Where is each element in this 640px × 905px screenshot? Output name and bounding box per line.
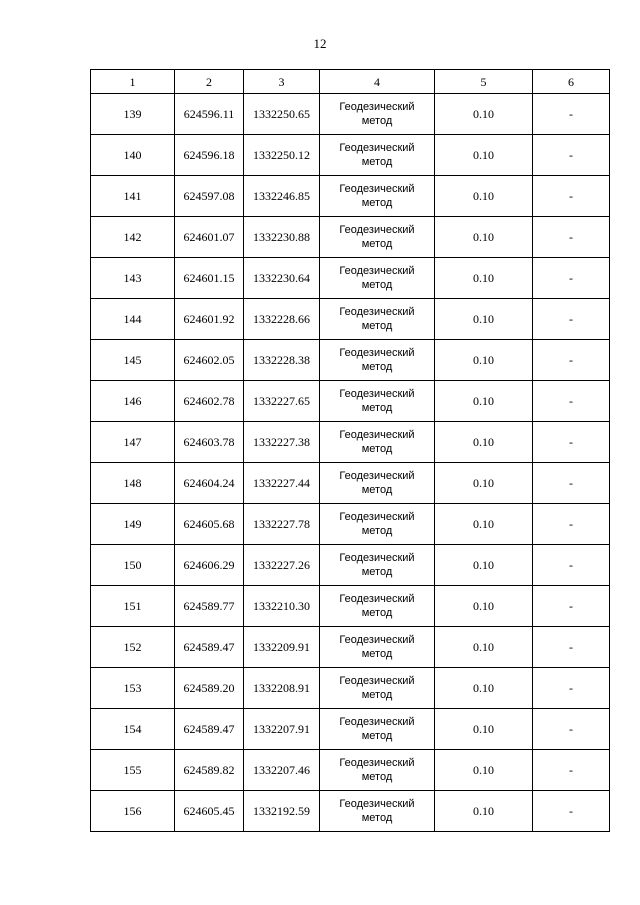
- point-number-cell: 149: [91, 504, 175, 545]
- method-cell: [320, 504, 435, 545]
- y-coordinate-cell: 1332207.46: [244, 750, 320, 791]
- method-cell: [320, 709, 435, 750]
- note-cell: -: [533, 340, 610, 381]
- point-number-cell: 144: [91, 299, 175, 340]
- point-number-cell: 148: [91, 463, 175, 504]
- y-coordinate-cell: 1332209.91: [244, 627, 320, 668]
- header-cell-1: 1: [91, 70, 175, 94]
- method-cell: [320, 217, 435, 258]
- method-cell: [320, 791, 435, 832]
- table-row: [91, 135, 610, 176]
- y-coordinate-cell: 1332227.65: [244, 381, 320, 422]
- header-cell-6: 6: [533, 70, 610, 94]
- accuracy-cell: 0.10: [435, 381, 533, 422]
- method-line-2: метод: [361, 812, 393, 824]
- x-coordinate-cell: 624601.07: [175, 217, 244, 258]
- method-cell: [320, 586, 435, 627]
- table-header-row: [91, 70, 610, 94]
- method-cell: [320, 299, 435, 340]
- accuracy-cell: 0.10: [435, 135, 533, 176]
- method-line-1: Геодезический: [339, 306, 415, 318]
- method-line-1: Геодезический: [339, 634, 415, 646]
- accuracy-cell: 0.10: [435, 463, 533, 504]
- method-cell: [320, 340, 435, 381]
- table-row: [91, 668, 610, 709]
- accuracy-cell: 0.10: [435, 627, 533, 668]
- method-cell: [320, 258, 435, 299]
- header-cell-5: 5: [435, 70, 533, 94]
- x-coordinate-cell: 624605.45: [175, 791, 244, 832]
- accuracy-cell: 0.10: [435, 791, 533, 832]
- method-line-2: метод: [361, 238, 393, 250]
- x-coordinate-cell: 624589.82: [175, 750, 244, 791]
- y-coordinate-cell: 1332246.85: [244, 176, 320, 217]
- method-cell: [320, 94, 435, 135]
- method-line-2: метод: [361, 607, 393, 619]
- header-cell-3: 3: [244, 70, 320, 94]
- header-cell-2: 2: [175, 70, 244, 94]
- method-line-1: Геодезический: [339, 470, 415, 482]
- point-number-cell: 147: [91, 422, 175, 463]
- table-row: [91, 340, 610, 381]
- table-row: [91, 176, 610, 217]
- point-number-cell: 139: [91, 94, 175, 135]
- accuracy-cell: 0.10: [435, 504, 533, 545]
- x-coordinate-cell: 624596.11: [175, 94, 244, 135]
- note-cell: -: [533, 299, 610, 340]
- note-cell: -: [533, 627, 610, 668]
- y-coordinate-cell: 1332227.78: [244, 504, 320, 545]
- method-line-2: метод: [361, 156, 393, 168]
- table-row: [91, 750, 610, 791]
- x-coordinate-cell: 624596.18: [175, 135, 244, 176]
- y-coordinate-cell: 1332230.88: [244, 217, 320, 258]
- note-cell: -: [533, 258, 610, 299]
- x-coordinate-cell: 624602.78: [175, 381, 244, 422]
- point-number-cell: 152: [91, 627, 175, 668]
- method-cell: [320, 668, 435, 709]
- method-line-2: метод: [361, 689, 393, 701]
- method-line-1: Геодезический: [339, 757, 415, 769]
- method-line-1: Геодезический: [339, 347, 415, 359]
- x-coordinate-cell: 624606.29: [175, 545, 244, 586]
- method-line-2: метод: [361, 730, 393, 742]
- point-number-cell: 146: [91, 381, 175, 422]
- method-cell: [320, 750, 435, 791]
- table-row: [91, 422, 610, 463]
- note-cell: -: [533, 791, 610, 832]
- method-line-1: Геодезический: [339, 511, 415, 523]
- method-line-1: Геодезический: [339, 798, 415, 810]
- y-coordinate-cell: 1332207.91: [244, 709, 320, 750]
- point-number-cell: 155: [91, 750, 175, 791]
- accuracy-cell: 0.10: [435, 422, 533, 463]
- point-number-cell: 140: [91, 135, 175, 176]
- method-line-1: Геодезический: [339, 101, 415, 113]
- x-coordinate-cell: 624602.05: [175, 340, 244, 381]
- note-cell: -: [533, 135, 610, 176]
- y-coordinate-cell: 1332250.65: [244, 94, 320, 135]
- x-coordinate-cell: 624601.92: [175, 299, 244, 340]
- table-row: [91, 299, 610, 340]
- x-coordinate-cell: 624601.15: [175, 258, 244, 299]
- y-coordinate-cell: 1332228.66: [244, 299, 320, 340]
- y-coordinate-cell: 1332227.26: [244, 545, 320, 586]
- note-cell: -: [533, 381, 610, 422]
- method-line-1: Геодезический: [339, 716, 415, 728]
- method-line-1: Геодезический: [339, 142, 415, 154]
- y-coordinate-cell: 1332210.30: [244, 586, 320, 627]
- accuracy-cell: 0.10: [435, 668, 533, 709]
- point-number-cell: 145: [91, 340, 175, 381]
- x-coordinate-cell: 624597.08: [175, 176, 244, 217]
- x-coordinate-cell: 624589.47: [175, 627, 244, 668]
- method-line-2: метод: [361, 771, 393, 783]
- x-coordinate-cell: 624605.68: [175, 504, 244, 545]
- page-number: 12: [313, 36, 327, 51]
- method-line-1: Геодезический: [339, 265, 415, 277]
- y-coordinate-cell: 1332250.12: [244, 135, 320, 176]
- table-row: [91, 217, 610, 258]
- method-cell: [320, 545, 435, 586]
- y-coordinate-cell: 1332208.91: [244, 668, 320, 709]
- coordinates-table: [90, 69, 610, 832]
- x-coordinate-cell: 624603.78: [175, 422, 244, 463]
- y-coordinate-cell: 1332192.59: [244, 791, 320, 832]
- table-row: [91, 791, 610, 832]
- point-number-cell: 143: [91, 258, 175, 299]
- method-line-1: Геодезический: [339, 183, 415, 195]
- x-coordinate-cell: 624589.77: [175, 586, 244, 627]
- y-coordinate-cell: 1332228.38: [244, 340, 320, 381]
- point-number-cell: 142: [91, 217, 175, 258]
- method-line-2: метод: [361, 279, 393, 291]
- point-number-cell: 156: [91, 791, 175, 832]
- note-cell: -: [533, 545, 610, 586]
- method-line-1: Геодезический: [339, 388, 415, 400]
- x-coordinate-cell: 624589.47: [175, 709, 244, 750]
- method-line-2: метод: [361, 115, 393, 127]
- point-number-cell: 141: [91, 176, 175, 217]
- accuracy-cell: 0.10: [435, 176, 533, 217]
- method-line-2: метод: [361, 648, 393, 660]
- method-line-1: Геодезический: [339, 675, 415, 687]
- method-line-1: Геодезический: [339, 552, 415, 564]
- table-row: [91, 545, 610, 586]
- note-cell: -: [533, 463, 610, 504]
- note-cell: -: [533, 176, 610, 217]
- accuracy-cell: 0.10: [435, 709, 533, 750]
- table-row: [91, 504, 610, 545]
- method-line-2: метод: [361, 443, 393, 455]
- table-row: [91, 586, 610, 627]
- method-cell: [320, 135, 435, 176]
- point-number-cell: 154: [91, 709, 175, 750]
- table-row: [91, 627, 610, 668]
- x-coordinate-cell: 624604.24: [175, 463, 244, 504]
- table-row: [91, 381, 610, 422]
- method-line-2: метод: [361, 402, 393, 414]
- x-coordinate-cell: 624589.20: [175, 668, 244, 709]
- method-line-2: метод: [361, 484, 393, 496]
- accuracy-cell: 0.10: [435, 545, 533, 586]
- note-cell: -: [533, 217, 610, 258]
- y-coordinate-cell: 1332227.44: [244, 463, 320, 504]
- method-cell: [320, 463, 435, 504]
- note-cell: -: [533, 709, 610, 750]
- point-number-cell: 150: [91, 545, 175, 586]
- point-number-cell: 151: [91, 586, 175, 627]
- point-number-cell: 153: [91, 668, 175, 709]
- method-line-2: метод: [361, 566, 393, 578]
- method-line-2: метод: [361, 361, 393, 373]
- method-cell: [320, 627, 435, 668]
- y-coordinate-cell: 1332230.64: [244, 258, 320, 299]
- accuracy-cell: 0.10: [435, 299, 533, 340]
- table-row: [91, 463, 610, 504]
- note-cell: -: [533, 668, 610, 709]
- method-line-2: метод: [361, 320, 393, 332]
- note-cell: -: [533, 422, 610, 463]
- note-cell: -: [533, 94, 610, 135]
- table-row: [91, 258, 610, 299]
- accuracy-cell: 0.10: [435, 94, 533, 135]
- method-line-1: Геодезический: [339, 593, 415, 605]
- accuracy-cell: 0.10: [435, 258, 533, 299]
- table-row: [91, 94, 610, 135]
- note-cell: -: [533, 750, 610, 791]
- method-cell: [320, 422, 435, 463]
- method-cell: [320, 176, 435, 217]
- accuracy-cell: 0.10: [435, 586, 533, 627]
- accuracy-cell: 0.10: [435, 750, 533, 791]
- note-cell: -: [533, 504, 610, 545]
- table-row: [91, 709, 610, 750]
- note-cell: -: [533, 586, 610, 627]
- method-line-1: Геодезический: [339, 224, 415, 236]
- header-cell-4: 4: [320, 70, 435, 94]
- method-line-2: метод: [361, 197, 393, 209]
- method-cell: [320, 381, 435, 422]
- y-coordinate-cell: 1332227.38: [244, 422, 320, 463]
- accuracy-cell: 0.10: [435, 340, 533, 381]
- method-line-2: метод: [361, 525, 393, 537]
- method-line-1: Геодезический: [339, 429, 415, 441]
- accuracy-cell: 0.10: [435, 217, 533, 258]
